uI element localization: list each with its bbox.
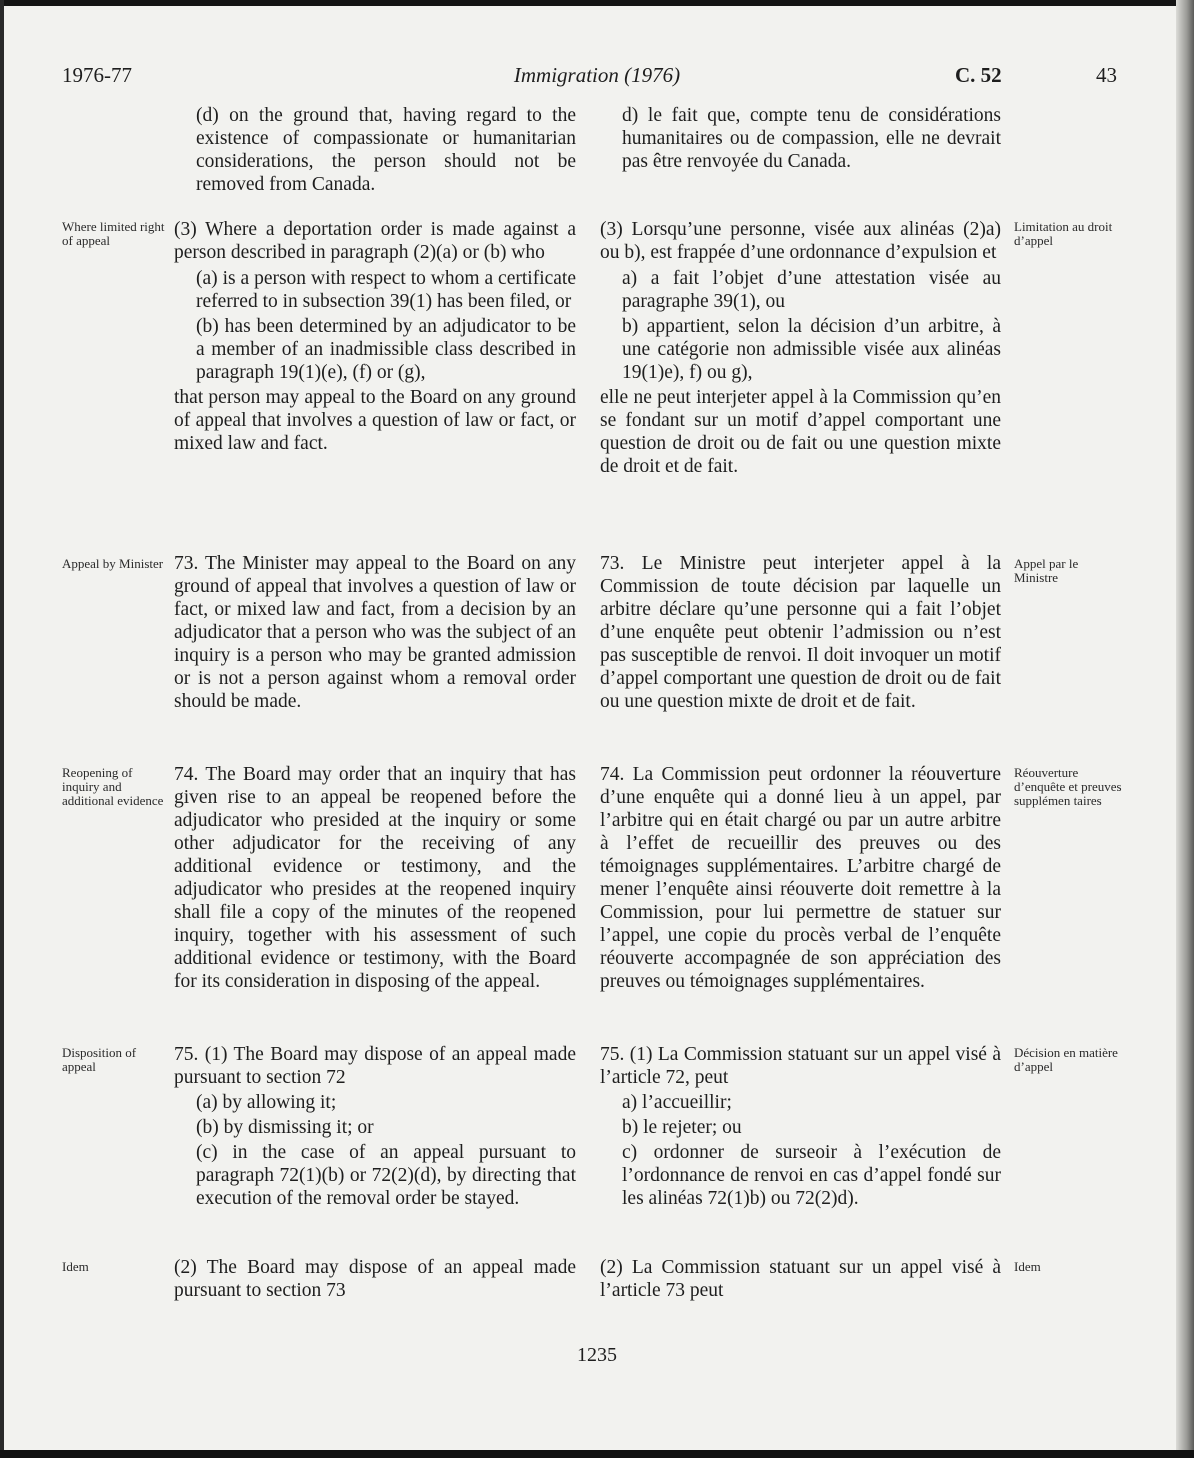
para-en: (a) is a person with respect to whom a certificate referred to in subsection 39(1) has been filed, or xyxy=(196,268,576,312)
header-years: 1976-77 xyxy=(62,63,132,87)
header-chapter: C. 52 xyxy=(955,63,1002,87)
para-fr: 74. La Commission peut ordonner la réouverture d’une enquête qui a donné lieu à un appel, par l’arbitre qui en était chargé ou par un autre arbitre à l’effet de recueillir des preuves ou des témoignages supplémentaires. L’arbitre chargé de mener l’enquête ainsi réouverte doit remettre à la Commission, pour lui permettre de statuer sur l’appel, une copie du procès verbal de l’enquête réouverte accompagnée de son appréciation des preuves ou témoignages supplémentaires. xyxy=(600,764,1001,992)
margin-note-en: Where limited right of appeal xyxy=(62,219,165,248)
section-1-en xyxy=(174,218,576,455)
margin-note-en: Idem xyxy=(62,1259,89,1274)
para-en: (b) by dismissing it; or xyxy=(196,1117,374,1138)
para-fr: 73. Le Ministre peut interjeter appel à la Commission de toute décision par laquelle un arbitre déclare qu’une personne qui a fait l’objet d’une enquête peut obtenir l’admission ou n’est pas susceptible de renvoi. Il doit invoquer un motif d’appel comportant une question de droit ou de fait ou une question mixte de droit et de fait. xyxy=(600,553,1001,712)
para-en: (3) Where a deportation order is made against a person described in paragraph (2)(a) or (b) who xyxy=(174,219,576,263)
section-5-en xyxy=(174,1256,576,1302)
para-fr: b) le rejeter; ou xyxy=(622,1117,742,1138)
section-0-en xyxy=(174,104,576,196)
section-1-fr xyxy=(600,218,1001,478)
section-0-fr xyxy=(600,104,1001,173)
section-5-fr xyxy=(600,1256,1001,1302)
section-3-en xyxy=(174,763,576,993)
para-fr: d) le fait que, compte tenu de considérations humanitaires ou de compassion, elle ne devrait pas être renvoyée du Canada. xyxy=(622,105,1001,172)
para-en: 75. (1) The Board may dispose of an appeal made pursuant to section 72 xyxy=(174,1044,576,1088)
para-en: (d) on the ground that, having regard to the existence of compassionate or humanitarian considerations, the person should not be removed from Canada. xyxy=(196,105,576,195)
para-en: (c) in the case of an appeal pursuant to paragraph 72(1)(b) or 72(2)(d), by directing that execution of the removal order be stayed. xyxy=(196,1142,576,1209)
margin-note-fr: Décision en matière d’appel xyxy=(1014,1045,1118,1074)
para-fr: c) ordonner de surseoir à l’exécution de l’ordonnance de renvoi en cas d’appel fondé sur les alinéas 72(1)b) ou 72(2)d). xyxy=(622,1142,1001,1209)
page-edge-top xyxy=(0,0,1194,6)
page-edge-bottom xyxy=(0,1450,1194,1458)
page-edge-left xyxy=(0,0,4,1458)
para-fr: elle ne peut interjeter appel à la Commission qu’en se fondant sur un motif d’appel comportant une question de droit ou de fait ou une question mixte de droit et de fait. xyxy=(600,387,1001,477)
para-en: that person may appeal to the Board on any ground of appeal that involves a question of law or fact, or mixed law and fact. xyxy=(174,387,576,454)
para-fr: a) l’accueillir; xyxy=(622,1092,732,1113)
header-title: Immigration (1976) xyxy=(513,63,681,87)
footer-page-number: 1235 xyxy=(577,1344,617,1366)
section-2-en xyxy=(174,552,576,713)
para-fr: (2) La Commission statuant sur un appel visé à l’article 73 peut xyxy=(600,1257,1001,1301)
section-3-fr xyxy=(600,763,1001,993)
para-fr: (3) Lorsqu’une personne, visée aux alinéas (2)a) ou b), est frappée d’une ordonnance d’expulsion et xyxy=(600,219,1001,263)
para-en: (2) The Board may dispose of an appeal made pursuant to section 73 xyxy=(174,1257,576,1301)
margin-note-fr: Appel par le Ministre xyxy=(1014,556,1079,585)
para-fr: a) a fait l’objet d’une attestation visée au paragraphe 39(1), ou xyxy=(622,268,1001,312)
margin-note-fr: Idem xyxy=(1014,1259,1041,1274)
section-4-fr xyxy=(600,1043,1001,1210)
section-2-fr xyxy=(600,552,1001,713)
para-en: 73. The Minister may appeal to the Board on any ground of appeal that involves a question of law or fact, or mixed law and fact, from a decision by an adjudicator that a person who was the subject of an inquiry is a person who may be granted admission or is not a person against whom a removal order should be made. xyxy=(174,553,576,712)
page-edge-right xyxy=(1176,0,1194,1458)
para-en: 74. The Board may order that an inquiry that has given rise to an appeal be reopened before the adjudicator who presided at the inquiry or some other adjudicator for the receiving of any additional evidence or testimony, and the adjudicator who presides at the reopened inquiry shall file a copy of the minutes of the reopened inquiry, together with his assessment of such additional evidence or testimony, with the Board for its consideration in disposing of the appeal. xyxy=(174,764,576,992)
para-en: (a) by allowing it; xyxy=(196,1092,337,1113)
para-en: (b) has been determined by an adjudicator to be a member of an inadmissible class described in paragraph 19(1)(e), (f) or (g), xyxy=(196,316,576,383)
para-fr: 75. (1) La Commission statuant sur un appel visé à l’article 72, peut xyxy=(600,1044,1001,1088)
margin-note-en: Reopening of inquiry and additional evidence xyxy=(62,765,164,808)
margin-note-fr: Limitation au droit d’appel xyxy=(1014,219,1113,248)
margin-note-en: Disposition of appeal xyxy=(62,1045,137,1074)
margin-note-fr: Réouverture d’enquête et preuves supplémen taires xyxy=(1014,765,1122,808)
header-page-number: 43 xyxy=(1096,63,1117,87)
para-fr: b) appartient, selon la décision d’un arbitre, à une catégorie non admissible visée aux alinéas 19(1)e), f) ou g), xyxy=(622,316,1001,383)
section-4-en xyxy=(174,1043,576,1210)
margin-note-en: Appeal by Minister xyxy=(62,556,164,571)
